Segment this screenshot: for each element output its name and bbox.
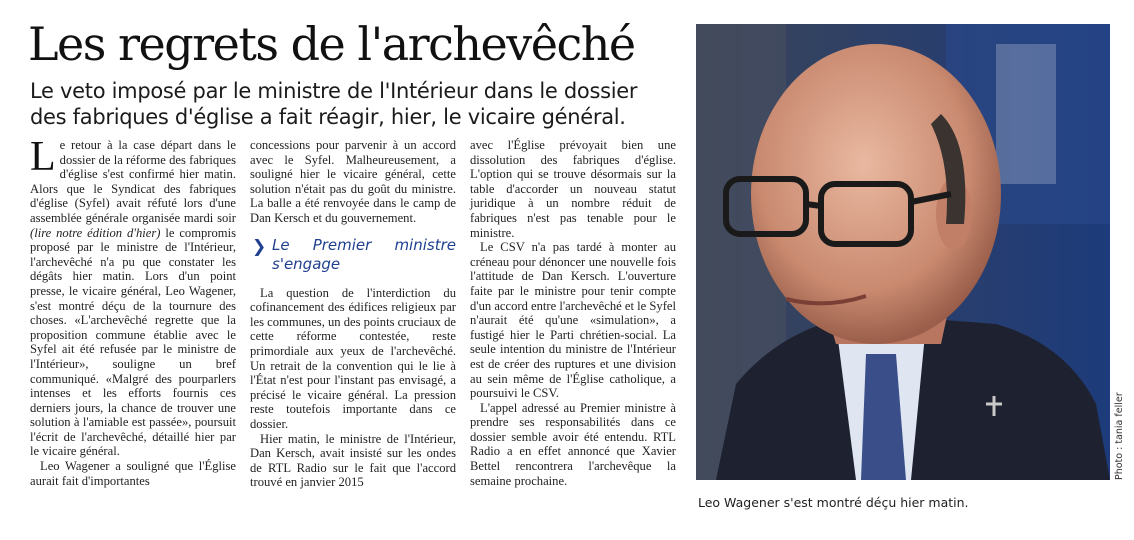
headline: Les regrets de l'archevêché (28, 17, 635, 71)
paragraph: concessions pour parvenir à un accord avec le Syfel. Malheureusement, a souligné hier le vicaire général, cette solution n'était pas du goût du ministre. La balle a été renvoyée dans le camp de Dan Kersch et du gouvernement. (250, 138, 456, 225)
photo-caption: Leo Wagener s'est montré déçu hier matin. (698, 495, 969, 510)
paragraph: Hier matin, le ministre de l'Intérieur, Dan Kersch, avait insisté sur les ondes de RTL Radio sur le fait que l'accord trouvé en janvier 2015 (250, 431, 456, 490)
article-column-1 (30, 134, 236, 488)
subheadline: Le veto imposé par le ministre de l'Intérieur dans le dossier des fabriques d'église a fait réagir, hier, le vicaire général. (30, 79, 638, 129)
photo-credit: Photo : tania feller (1114, 392, 1125, 480)
crosshead (250, 236, 456, 274)
article-column-2 (250, 138, 456, 490)
drop-cap: L (30, 134, 56, 180)
chevron-right-icon: ❯ (252, 236, 267, 257)
paragraph: La question de l'interdiction du cofinancement des édifices religieux par les communes, un des points cruciaux de cette réforme contestée, reste primordiale aux yeux de l'archevêché. Un retrait de la convention qui le lie à l'État n'est pour l'instant pas envisagé, a précisé le vicaire général. La pression reste toutefois importante dans ce dossier. (250, 285, 457, 431)
paragraph: Le CSV n'a pas tardé à monter au créneau pour dénoncer une nouvelle fois l'attitude de Dan Kersch. L'ouverture faite par le ministre pour tenir compte d'un accord entre l'archevêché et le Syfel n'aurait été qu'une «simulation», a fustigé hier le Parti chrétien-social. La seule intention du ministre de l'Intérieur est de créer des ruptures et une division au sein même de l'Église catholique, a poursuivi le CSV. (470, 240, 676, 401)
paragraph: avec l'Église prévoyait bien une dissolution des fabriques d'église. L'option qui se trouve désormais sur la table d'accorder un nouveau statut juridique à un nombre réduit de fabriques n'est pas tenable pour le ministre. (470, 138, 676, 240)
paragraph: Leo Wagener a souligné que l'Église aurait fait d'importantes (30, 459, 236, 488)
paragraph: Le retour à la case départ dans le dossier de la réforme des fabriques d'église s'est confirmé hier matin. Alors que le Syndicat des fabriques d'église (Syfel) avait réfuté lors d'une assemblée générale organisée mardi soir (lire notre édition d'hier) le compromis proposé par le ministre de l'Intérieur, l'archevêché n'a pu que constater les dégâts hier matin. Lors d'un point presse, le vicaire général, Leo Wagener, s'est montré déçu de la tournure des choses. «L'archevêché regrette que la proposition commune établie avec le Syfel ait été refusée par le ministre de l'Intérieur», souligne un bref communiqué. «Malgré des pourparlers intenses et les efforts fournis ces derniers jours, la chance de trouver une solution à l'amiable est passée», poursuit l'écrit de l'archevêché, détaillé hier par le vicaire général. (30, 134, 236, 459)
portrait-illustration (696, 24, 1110, 480)
crosshead-text: Le Premier ministre s'engage (272, 235, 456, 273)
article-column-3 (470, 138, 676, 488)
paragraph: L'appel adressé au Premier ministre à prendre ses responsabilités dans ce dossier semble avoir été entendu. RTL Radio a en effet annoncé que Xavier Bettel rencontrera l'archevêque la semaine prochaine. (470, 400, 676, 488)
portrait-photo (696, 24, 1110, 480)
